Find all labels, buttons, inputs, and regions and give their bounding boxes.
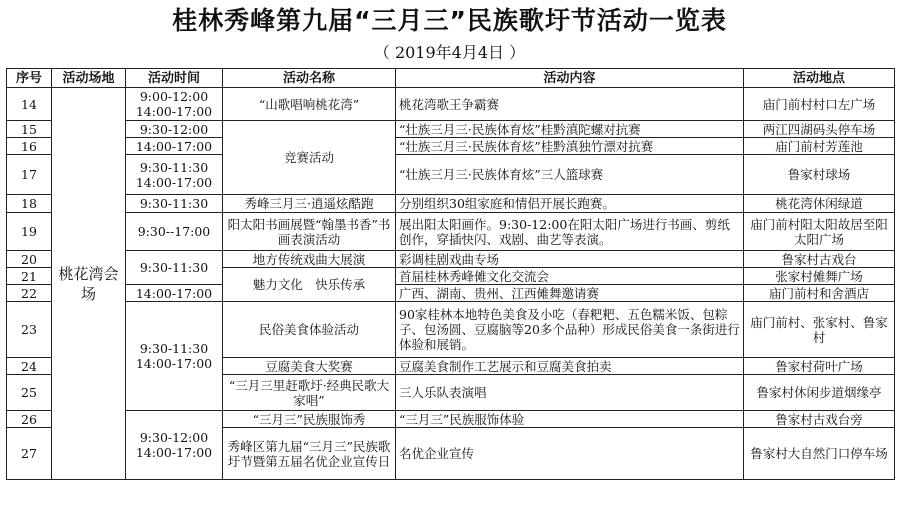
row-content: 90家桂林本地特色美食及小吃（春粑粑、五色糯米饭、包粽子、包汤圆、豆腐脑等20多个品种）形成民俗美食一条街进行体验和展销。	[396, 302, 744, 358]
row-name: 魅力文化 快乐传承	[223, 268, 396, 302]
row-no: 23	[7, 302, 52, 358]
row-name: “三月三”民族服饰秀	[223, 411, 396, 428]
row-no: 20	[7, 251, 52, 268]
row-content: “壮族三月三·民族体育炫”三人篮球赛	[396, 155, 744, 195]
table-row	[7, 251, 895, 268]
row-place: 庙门前村阳太阳故居至阳太阳广场	[744, 213, 895, 251]
venue-label: 桃花湾会场	[58, 264, 119, 303]
header-venue: 活动场地	[52, 69, 126, 88]
row-content: “壮族三月三·民族体育炫”桂黔滇独竹漂对抗赛	[396, 138, 744, 155]
row-no: 18	[7, 195, 52, 213]
row-place: 庙门前村村口左广场	[744, 88, 895, 121]
row-place: 鲁家村球场	[744, 155, 895, 195]
row-name: 秀峰区第九届“三月三”民族歌圩节暨第五届名优企业宣传日	[223, 428, 396, 480]
time-start: 9:30-11:30	[139, 341, 209, 356]
row-content: 彩调桂剧戏曲专场	[396, 251, 744, 268]
row-no: 22	[7, 285, 52, 302]
row-place: 两江四湖码头停车场	[744, 121, 895, 138]
row-no: 19	[7, 213, 52, 251]
table-row	[7, 195, 895, 213]
row-name: “三月三里赶歌圩·经典民歌大家唱”	[223, 375, 396, 411]
row-time	[126, 88, 223, 121]
row-content: 桃花湾歌王争霸赛	[396, 88, 744, 121]
row-no: 16	[7, 138, 52, 155]
row-content: 分别组织30组家庭和情侣开展长跑赛。	[396, 195, 744, 213]
header-time: 活动时间	[126, 69, 223, 88]
time-start: 9:30-12:00	[139, 430, 209, 445]
row-content: “三月三”民族服饰体验	[396, 411, 744, 428]
row-place: 庙门前村、张家村、鲁家村	[744, 302, 895, 358]
row-place: 鲁家村大自然门口停车场	[744, 428, 895, 480]
row-no: 14	[7, 88, 52, 121]
venue-cell	[52, 88, 126, 480]
table-row	[7, 155, 895, 195]
activity-table	[6, 68, 895, 480]
row-name: 豆腐美食大奖赛	[223, 358, 396, 375]
header-no: 序号	[7, 69, 52, 88]
row-content: 展出阳太阳画作。9:30-12:00在阳太阳广场进行书画、剪纸创作，穿插快闪、戏剧、曲艺等表演。	[396, 213, 744, 251]
row-name: 竞赛活动	[223, 121, 396, 195]
row-name: 地方传统戏曲大展演	[223, 251, 396, 268]
time-start: 9:00-12:00	[139, 89, 209, 104]
table-row	[7, 411, 895, 428]
table-row	[7, 138, 895, 155]
row-content: 名优企业宣传	[396, 428, 744, 480]
row-place: 庙门前村芳莲池	[744, 138, 895, 155]
row-time: 9:30-11:30	[126, 195, 223, 213]
row-time	[126, 411, 223, 480]
row-no: 26	[7, 411, 52, 428]
row-no: 27	[7, 428, 52, 480]
page-date: （ 2019年4月4日 ）	[373, 43, 526, 62]
row-place: 桃花湾休闲绿道	[744, 195, 895, 213]
table-row	[7, 213, 895, 251]
header-place: 活动地点	[744, 69, 895, 88]
row-name: 民俗美食体验活动	[223, 302, 396, 358]
row-no: 24	[7, 358, 52, 375]
row-no: 21	[7, 268, 52, 285]
time-end: 14:00-17:00	[135, 104, 213, 119]
row-time: 14:00-17:00	[126, 138, 223, 155]
row-time	[126, 155, 223, 195]
row-content: 广西、湖南、贵州、江西傩舞邀请赛	[396, 285, 744, 302]
row-name: 秀峰三月三·逍遥炫酷跑	[223, 195, 396, 213]
header-name: 活动名称	[223, 69, 396, 88]
table-row	[7, 285, 895, 302]
table-row	[7, 88, 895, 121]
time-end: 14:00-17:00	[135, 174, 213, 190]
row-no: 15	[7, 121, 52, 138]
page-title: 桂林秀峰第九届“三月三”民族歌圩节活动一览表	[172, 6, 727, 35]
row-content: “壮族三月三·民族体育炫”桂黔滇陀螺对抗赛	[396, 121, 744, 138]
row-name: “山歌唱响桃花湾”	[223, 88, 396, 121]
time-end: 14:00-17:00	[135, 445, 213, 460]
header-content: 活动内容	[396, 69, 744, 88]
row-content: 首届桂林秀峰傩文化交流会	[396, 268, 744, 285]
row-place: 鲁家村荷叶广场	[744, 358, 895, 375]
row-place: 庙门前村和舍酒店	[744, 285, 895, 302]
row-time	[126, 302, 223, 411]
table-row	[7, 121, 895, 138]
time-start: 9:30-11:30	[139, 159, 209, 175]
row-content: 豆腐美食制作工艺展示和豆腐美食拍卖	[396, 358, 744, 375]
row-place: 鲁家村古戏台	[744, 251, 895, 268]
row-time: 9:30-12:00	[126, 121, 223, 138]
row-place: 鲁家村古戏台旁	[744, 411, 895, 428]
row-place: 鲁家村休闲步道烟缘亭	[744, 375, 895, 411]
row-time: 9:30--17:00	[126, 213, 223, 251]
header-row	[7, 69, 895, 88]
row-time: 14:00-17:00	[126, 285, 223, 302]
row-place: 张家村傩舞广场	[744, 268, 895, 285]
table-row	[7, 302, 895, 358]
row-no: 17	[7, 155, 52, 195]
row-no: 25	[7, 375, 52, 411]
row-name: 阳太阳书画展暨“翰墨书香”书画表演活动	[223, 213, 396, 251]
row-time: 9:30-11:30	[126, 251, 223, 285]
row-content: 三人乐队表演唱	[396, 375, 744, 411]
time-end: 14:00-17:00	[135, 356, 213, 371]
